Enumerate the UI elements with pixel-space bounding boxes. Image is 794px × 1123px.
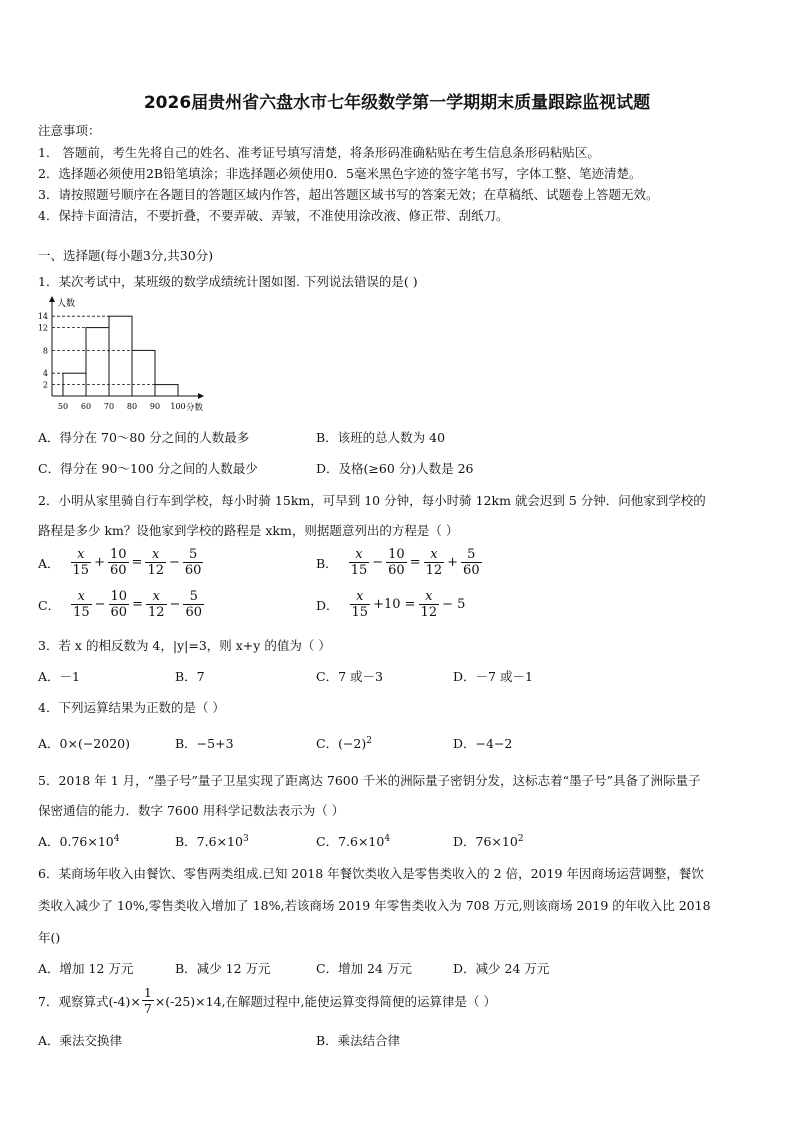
- x-tick-label: 80: [126, 402, 138, 411]
- q1-option-b[interactable]: B．该班的总人数为 40: [316, 430, 446, 445]
- note-item: 3．请按照题号顺序在各题目的答题区域内作答，超出答题区域书写的答案无效；在草稿纸、试题卷上答题无效。: [38, 187, 659, 202]
- notes-heading: 注意事项：: [38, 123, 101, 138]
- x-axis-label: 分数: [186, 403, 204, 413]
- question-2-line2: 路程是多少 km？设他家到学校的路程是 xkm，则据题意列出的方程是（ ）: [38, 523, 459, 538]
- fraction: $\frac{10}{60}$: [110, 589, 128, 620]
- q4-option-d[interactable]: D．−4−2: [453, 736, 513, 751]
- q2-option-a[interactable]: A． $\frac{x}{15}$ + $\frac{10}{60}$ = $\frac{x}{12}$ − $\frac{5}{60}$: [38, 547, 202, 578]
- fraction: $\frac{5}{60}$: [185, 589, 202, 620]
- q3-option-a[interactable]: A．－1: [38, 669, 80, 684]
- x-tick-label: 70: [103, 402, 115, 411]
- fraction: $\frac{5}{60}$: [463, 547, 480, 578]
- histogram-bar: [109, 316, 132, 396]
- question-5-line1: 5．2018 年 1 月，“墨子号”量子卫星实现了距离达 7600 千米的洲际量子密钥分发，这标志着“墨子号”具备了洲际量子: [38, 773, 701, 788]
- y-tick-label: 8: [42, 346, 48, 356]
- note-item: 2．选择题必须使用2B铅笔填涂；非选择题必须使用0．5毫米黑色字迹的签字笔书写，字体工整、笔迹清楚。: [38, 166, 642, 181]
- section-heading: 一、选择题(每小题3分,共30分): [38, 248, 214, 263]
- option-label: D．: [316, 597, 339, 613]
- q6-option-c[interactable]: C．增加 24 万元: [316, 961, 412, 976]
- fraction: $\frac{x}{15}$: [73, 589, 90, 620]
- option-label: C．: [38, 597, 61, 613]
- q7-option-a[interactable]: A．乘法交换律: [38, 1033, 123, 1048]
- fraction: $\frac{1}{7}$: [143, 985, 152, 1016]
- q7-option-b[interactable]: B．乘法结合律: [316, 1033, 401, 1048]
- fraction: $\frac{10}{60}$: [109, 547, 127, 578]
- x-tick-label: 100: [170, 402, 186, 411]
- fraction: $\frac{x}{12}$: [420, 589, 438, 620]
- q5-option-d[interactable]: D．$76\times 10^2$: [453, 833, 524, 849]
- question-6-line2: 类收入减少了 10%,零售类收入增加了 18%,若该商场 2019 年零售类收入为 708 万元,则该商场 2019 的年收入比 2018: [38, 898, 711, 913]
- note-item: 4．保持卡面清洁，不要折叠，不要弄破、弄皱，不准使用涂改液、修正带、刮纸刀。: [38, 208, 509, 223]
- question-1-stem: 1．某次考试中，某班级的数学成绩统计图如图. 下列说法错误的是( ): [38, 274, 418, 289]
- fraction: $\frac{x}{12}$: [147, 589, 165, 620]
- histogram-bar: [132, 350, 155, 396]
- y-tick-label: 4: [42, 369, 48, 379]
- question-3-stem: 3．若 x 的相反数为 4，|y|=3，则 x+y 的值为（ ）: [38, 638, 331, 653]
- q2-option-d[interactable]: D． $\frac{x}{15}$ +10 = $\frac{x}{12}$ − 5: [316, 589, 466, 620]
- q4-option-b[interactable]: B．−5+3: [175, 736, 234, 751]
- histogram-bar: [86, 328, 109, 396]
- q1-option-d[interactable]: D．及格(≥60 分)人数是 26: [316, 461, 474, 476]
- q3-option-d[interactable]: D．－7 或－1: [453, 669, 533, 684]
- q6-option-b[interactable]: B．减少 12 万元: [175, 961, 271, 976]
- y-tick-label: 12: [37, 323, 48, 333]
- question-6-line1: 6．某商场年收入由餐饮、零售两类组成.已知 2018 年餐饮类收入是零售类收入的 2 倍，2019 年因商场运营调整，餐饮: [38, 866, 704, 881]
- y-axis-arrow: [49, 296, 55, 302]
- fraction: $\frac{x}{12}$: [147, 547, 164, 578]
- q1-option-a[interactable]: A．得分在 70～80 分之间的人数最多: [38, 430, 250, 445]
- q6-option-a[interactable]: A．增加 12 万元: [38, 961, 134, 976]
- y-tick-label: 14: [37, 312, 48, 322]
- x-tick-label: 90: [149, 402, 161, 411]
- fraction: $\frac{x}{15}$: [350, 547, 368, 578]
- option-label: A．: [38, 555, 60, 571]
- x-axis-arrow: [198, 393, 204, 399]
- q5-option-b[interactable]: B．$7.6\times 10^3$: [175, 833, 249, 849]
- fraction: $\frac{5}{60}$: [184, 547, 202, 578]
- fraction: $\frac{x}{15}$: [351, 589, 369, 620]
- y-tick-label: 2: [42, 380, 48, 390]
- q4-option-a[interactable]: A．0×(−2020): [38, 736, 130, 751]
- fraction: $\frac{10}{60}$: [388, 547, 405, 578]
- q2-option-c[interactable]: C． $\frac{x}{15}$ − $\frac{10}{60}$ = $\frac{x}{12}$ − $\frac{5}{60}$: [38, 589, 202, 620]
- q2-option-b[interactable]: B． $\frac{x}{15}$ − $\frac{10}{60}$ = $\frac{x}{12}$ + $\frac{5}{60}$: [316, 547, 480, 578]
- y-axis-label: 人数: [57, 299, 76, 309]
- q4-option-c[interactable]: C．$(-2)^2$: [316, 735, 372, 751]
- page-title: 2026届贵州省六盘水市七年级数学第一学期期末质量跟踪监视试题: [143, 93, 651, 113]
- q5-option-c[interactable]: C．$7.6\times 10^4$: [316, 833, 391, 849]
- q5-option-a[interactable]: A．$0.76\times 10^4$: [38, 833, 120, 849]
- question-5-line2: 保密通信的能力．数字 7600 用科学记数法表示为（ ）: [38, 803, 345, 818]
- question-6-line3: 年(): [38, 930, 61, 945]
- question-7-stem: 7．观察算式(-4)× $\frac{1}{7}$ ×(-25)×14,在解题过程中,能使运算变得简便的运算律是（ ）: [38, 985, 496, 1016]
- note-item: 1． 答题前，考生先将自己的姓名、准考证号填写清楚，将条形码准确粘贴在考生信息条形码粘贴区。: [38, 145, 600, 160]
- q6-option-d[interactable]: D．减少 24 万元: [453, 961, 550, 976]
- x-tick-label: 60: [80, 402, 92, 411]
- fraction: $\frac{x}{12}$: [425, 547, 443, 578]
- q3-option-c[interactable]: C．7 或－3: [316, 669, 383, 684]
- question-2-line1: 2．小明从家里骑自行车到学校，每小时骑 15km，可早到 10 分钟，每小时骑 12km 就会迟到 5 分钟．问他家到学校的: [38, 493, 706, 508]
- q1-option-c[interactable]: C．得分在 90～100 分之间的人数最少: [38, 461, 258, 476]
- q3-option-b[interactable]: B．7: [175, 669, 205, 684]
- fraction: $\frac{x}{15}$: [72, 547, 90, 578]
- x-tick-label: 50: [57, 402, 69, 411]
- histogram-chart: [30, 296, 230, 416]
- option-label: B．: [316, 555, 338, 571]
- histogram-bar: [155, 385, 178, 396]
- question-4-stem: 4．下列运算结果为正数的是（ ）: [38, 700, 225, 715]
